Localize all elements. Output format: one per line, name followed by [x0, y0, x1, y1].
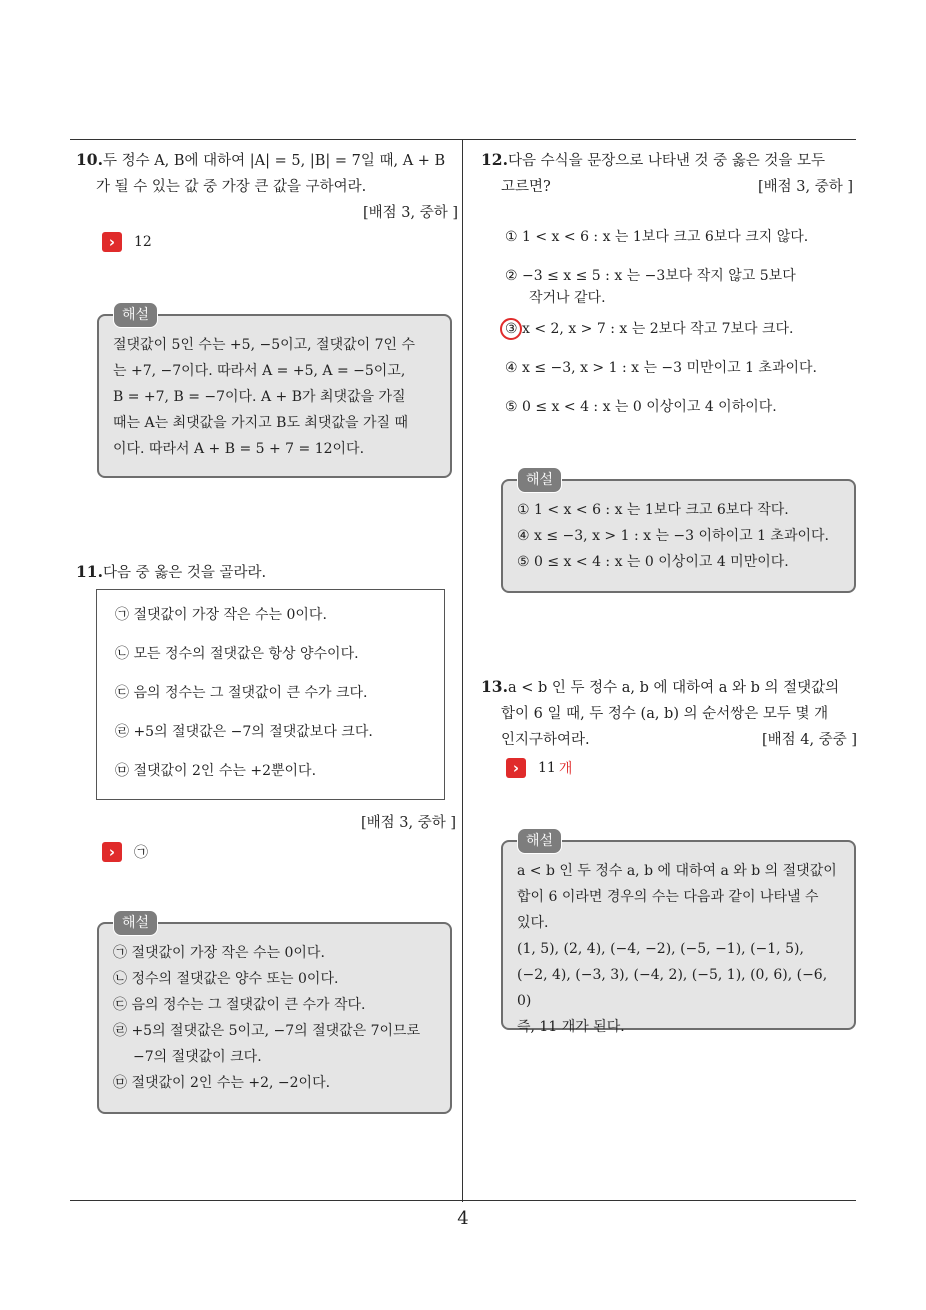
explanation-line: 합이 6 이라면 경우의 수는 다음과 같이 나타낼 수 [517, 889, 819, 905]
answer-value: ㉠ [134, 845, 148, 861]
score-label: [배점 3, 중하 ] [757, 179, 853, 195]
explanation-line: 절댓값이 5인 수는 +5, −5이고, 절댓값이 7인 수 [113, 337, 416, 353]
explanation-line: 즉, 11 개가 된다. [517, 1019, 625, 1035]
explanation-line: ㉠ 절댓값이 가장 작은 수는 0이다. [113, 945, 325, 961]
question-12 [481, 147, 857, 200]
score-label: [배점 4, 중중 ] [761, 732, 857, 748]
answer-arrow-icon: › [102, 842, 122, 862]
question-text: 두 정수 A, B에 대하여 |A| = 5, |B| = 7일 때, A + B [102, 153, 446, 169]
option-list [505, 226, 855, 418]
explanation-line: ㉣ +5의 절댓값은 5이고, −7의 절댓값은 7이므로 [113, 1023, 421, 1039]
question-number: 10. [76, 150, 103, 169]
answer-arrow-icon: › [506, 758, 526, 778]
choice-box [96, 589, 445, 800]
option-2-continued: 작거나 같다. [529, 290, 606, 306]
option-3: ③ x < 2, x > 7 : x 는 2보다 작고 7보다 크다. [505, 321, 794, 337]
explanation-box [501, 472, 856, 593]
answer-value: 12 [134, 234, 152, 250]
choice-item: ㉠ 절댓값이 가장 작은 수는 0이다. [115, 607, 327, 623]
question-number: 13. [481, 677, 508, 696]
explanation-box [97, 307, 452, 478]
question-11 [76, 559, 458, 586]
explanation-line: −7의 절댓값이 크다. [133, 1049, 262, 1065]
bottom-rule [70, 1200, 856, 1201]
option-5: ⑤ 0 ≤ x < 4 : x 는 0 이상이고 4 이하이다. [505, 399, 777, 415]
answer-row [506, 758, 572, 778]
explanation-line: B = +7, B = −7이다. A + B가 최댓값을 가질 [113, 389, 406, 405]
option-1: ① 1 < x < 6 : x 는 1보다 크고 6보다 크지 않다. [505, 229, 809, 245]
answer-unit: 개 [558, 761, 573, 777]
explanation-line: 있다. [517, 915, 549, 931]
choice-item: ㉣ +5의 절댓값은 −7의 절댓값보다 크다. [115, 724, 373, 740]
answer-arrow-icon: › [102, 232, 122, 252]
explanation-box [97, 915, 452, 1114]
selected-answer-circle-icon [500, 318, 522, 340]
explanation-line: ① 1 < x < 6 : x 는 1보다 크고 6보다 작다. [517, 502, 789, 518]
explanation-line: ④ x ≤ −3, x > 1 : x 는 −3 이하이고 1 초과이다. [517, 528, 829, 544]
score-label: [배점 3, 중하 ] [360, 815, 456, 831]
question-text: 다음 수식을 문장으로 나타낸 것 중 옳은 것을 모두 [507, 153, 825, 169]
explanation-line: a < b 인 두 정수 a, b 에 대하여 a 와 b 의 절댓값이 [517, 863, 837, 879]
explanation-line: (1, 5), (2, 4), (−4, −2), (−5, −1), (−1, 5), [517, 941, 804, 957]
top-rule [70, 139, 856, 140]
explanation-line: 때는 A는 최댓값을 가지고 B도 최댓값을 가질 때 [113, 415, 408, 431]
explanation-tag: 해설 [113, 910, 158, 936]
explanation-line: 는 +7, −7이다. 따라서 A = +5, A = −5이고, [113, 363, 406, 379]
question-text: 고르면? [501, 179, 551, 195]
explanation-tag: 해설 [113, 302, 158, 328]
question-number: 11. [76, 562, 103, 581]
explanation-line: ㉡ 정수의 절댓값은 양수 또는 0이다. [113, 971, 339, 987]
option-4: ④ x ≤ −3, x > 1 : x 는 −3 미만이고 1 초과이다. [505, 360, 817, 376]
option-2: ② −3 ≤ x ≤ 5 : x 는 −3보다 작지 않고 5보다 [505, 268, 796, 284]
explanation-line: (−2, 4), (−3, 3), (−4, 2), (−5, 1), (0, 6), (−6, 0) [517, 967, 828, 1009]
explanation-line: 이다. 따라서 A + B = 5 + 7 = 12이다. [113, 441, 365, 457]
explanation-tag: 해설 [517, 467, 562, 493]
answer-row [102, 232, 152, 252]
explanation-line: ⑤ 0 ≤ x < 4 : x 는 0 이상이고 4 미만이다. [517, 554, 789, 570]
answer-value: 11 [538, 760, 556, 776]
question-text: 합이 6 일 때, 두 정수 (a, b) 의 순서쌍은 모두 몇 개 [501, 706, 829, 722]
question-text: 인지구하여라. [501, 732, 590, 748]
question-number: 12. [481, 150, 508, 169]
explanation-box [501, 833, 856, 1035]
answer-row [102, 842, 148, 862]
question-13 [481, 674, 859, 753]
question-text: 가 될 수 있는 값 중 가장 큰 값을 구하여라. [96, 179, 367, 195]
question-text: a < b 인 두 정수 a, b 에 대하여 a 와 b 의 절댓값의 [507, 680, 840, 696]
choice-item: ㉢ 음의 정수는 그 절댓값이 큰 수가 크다. [115, 685, 368, 701]
explanation-tag: 해설 [517, 828, 562, 854]
explanation-line: ㉢ 음의 정수는 그 절댓값이 큰 수가 작다. [113, 997, 366, 1013]
question-text: 다음 중 옳은 것을 골라라. [102, 565, 267, 581]
question-10 [76, 147, 458, 226]
score-label: [배점 3, 중하 ] [362, 205, 458, 221]
column-divider [462, 140, 463, 1202]
choice-item: ㉤ 절댓값이 2인 수는 +2뿐이다. [115, 763, 317, 779]
explanation-line: ㉤ 절댓값이 2인 수는 +2, −2이다. [113, 1075, 331, 1091]
page-number: 4 [457, 1208, 469, 1229]
choice-item: ㉡ 모든 정수의 절댓값은 항상 양수이다. [115, 646, 359, 662]
